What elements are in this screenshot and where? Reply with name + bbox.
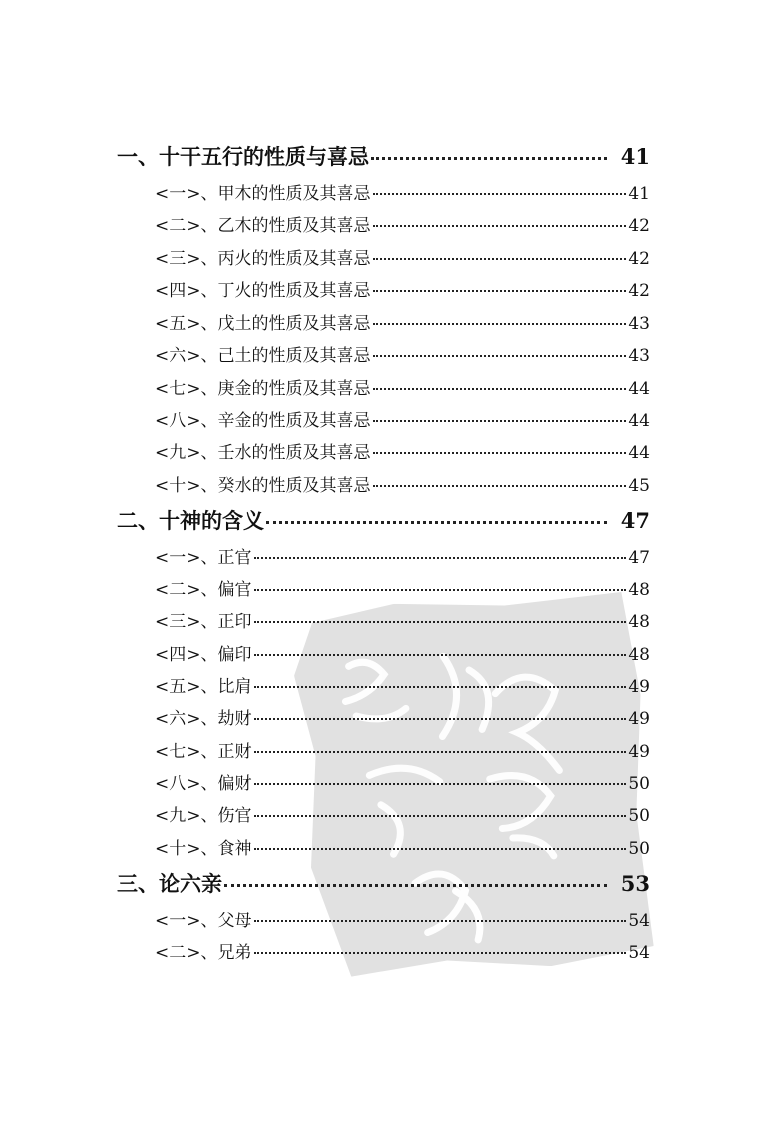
- toc-section-entry: [155, 374, 650, 399]
- toc-section-entry: [155, 341, 650, 366]
- toc-page-number: 41: [628, 184, 650, 204]
- toc-entry-title: <六>、己土的性质及其喜忌: [155, 346, 371, 366]
- dot-leader: [254, 686, 627, 688]
- toc-section-entry: [155, 179, 650, 204]
- dot-leader: [224, 884, 607, 887]
- toc-page-number: 44: [628, 443, 650, 463]
- toc-entry-title: <八>、偏财: [155, 774, 252, 794]
- toc-section-entry: [155, 575, 650, 600]
- dot-leader: [254, 920, 627, 922]
- dot-leader: [254, 718, 627, 720]
- toc-section-entry: [155, 769, 650, 794]
- toc-entry-title: <七>、正财: [155, 742, 252, 762]
- toc-page-number: 50: [628, 774, 650, 794]
- toc-page-number: 47: [620, 508, 650, 533]
- toc-page-number: 53: [620, 871, 650, 896]
- toc-entry-title: <四>、偏印: [155, 645, 252, 665]
- toc-page-number: 45: [628, 476, 650, 496]
- toc-entry-title: <九>、伤官: [155, 806, 252, 826]
- toc-section-entry: [155, 244, 650, 269]
- dot-leader: [373, 225, 627, 227]
- toc-section-entry: [155, 543, 650, 568]
- dot-leader: [373, 355, 627, 357]
- dot-leader: [371, 157, 607, 160]
- toc-section-entry: [155, 801, 650, 826]
- toc-entry-title: <一>、父母: [155, 911, 252, 931]
- toc-entry-title: <一>、正官: [155, 548, 252, 568]
- toc-entry-title: <四>、丁火的性质及其喜忌: [155, 281, 371, 301]
- toc-page-number: 44: [628, 379, 650, 399]
- toc-entry-title: <五>、比肩: [155, 677, 252, 697]
- toc-entry-title: <五>、戊土的性质及其喜忌: [155, 314, 371, 334]
- dot-leader: [254, 783, 627, 785]
- toc-page-number: 54: [628, 911, 650, 931]
- dot-leader: [254, 952, 627, 954]
- toc-entry-title: <十>、食神: [155, 839, 252, 859]
- toc-entry-title: <一>、甲木的性质及其喜忌: [155, 184, 371, 204]
- toc-page-number: 44: [628, 411, 650, 431]
- toc-entry-title: <二>、兄弟: [155, 943, 252, 963]
- toc-chapter-entry: [117, 141, 650, 167]
- dot-leader: [254, 557, 627, 559]
- toc-section-entry: [155, 438, 650, 463]
- toc-chapter-entry: [117, 868, 650, 894]
- toc-page-number: 42: [628, 249, 650, 269]
- dot-leader: [254, 751, 627, 753]
- dot-leader: [373, 420, 627, 422]
- toc-entry-title: <七>、庚金的性质及其喜忌: [155, 379, 371, 399]
- toc-section-entry: [155, 672, 650, 697]
- dot-leader: [373, 452, 627, 454]
- toc-page-number: 48: [628, 580, 650, 600]
- toc-entry-title: 一、十干五行的性质与喜忌: [117, 144, 369, 169]
- dot-leader: [266, 521, 607, 524]
- toc-section-entry: [155, 834, 650, 859]
- toc-page-number: 49: [628, 677, 650, 697]
- dot-leader: [373, 193, 627, 195]
- toc-page-number: 41: [620, 144, 650, 169]
- toc-entry-title: <二>、偏官: [155, 580, 252, 600]
- toc-page-number: 47: [628, 548, 650, 568]
- dot-leader: [373, 388, 627, 390]
- toc-section-entry: [155, 640, 650, 665]
- toc-entry-title: <九>、壬水的性质及其喜忌: [155, 443, 371, 463]
- toc-page-number: 50: [628, 806, 650, 826]
- dot-leader: [254, 621, 627, 623]
- toc-entry-title: <十>、癸水的性质及其喜忌: [155, 476, 371, 496]
- dot-leader: [373, 323, 627, 325]
- toc-section-entry: [155, 737, 650, 762]
- toc-page-number: 48: [628, 645, 650, 665]
- toc-section-entry: [155, 309, 650, 334]
- toc-entry-title: <三>、正印: [155, 612, 252, 632]
- toc-section-entry: [155, 276, 650, 301]
- toc-entry-title: <三>、丙火的性质及其喜忌: [155, 249, 371, 269]
- toc-page-number: 43: [628, 346, 650, 366]
- toc-section-entry: [155, 704, 650, 729]
- toc-entry-title: <八>、辛金的性质及其喜忌: [155, 411, 371, 431]
- toc-page-number: 50: [628, 839, 650, 859]
- dot-leader: [254, 815, 627, 817]
- toc-page-number: 42: [628, 281, 650, 301]
- toc-entry-title: 三、论六亲: [117, 871, 222, 896]
- dot-leader: [373, 485, 627, 487]
- toc-section-entry: [155, 906, 650, 931]
- toc-entry-title: <六>、劫财: [155, 709, 252, 729]
- toc-page-number: 49: [628, 742, 650, 762]
- dot-leader: [373, 258, 627, 260]
- dot-leader: [254, 654, 627, 656]
- dot-leader: [254, 848, 627, 850]
- toc-entry-title: 二、十神的含义: [117, 508, 264, 533]
- toc-section-entry: [155, 938, 650, 963]
- toc-section-entry: [155, 607, 650, 632]
- toc-page-number: 42: [628, 216, 650, 236]
- toc-page-number: 49: [628, 709, 650, 729]
- toc-section-entry: [155, 406, 650, 431]
- toc-section-entry: [155, 211, 650, 236]
- toc-chapter-entry: [117, 505, 650, 531]
- toc-entry-title: <二>、乙木的性质及其喜忌: [155, 216, 371, 236]
- toc-page-number: 48: [628, 612, 650, 632]
- dot-leader: [254, 589, 627, 591]
- toc-page-number: 43: [628, 314, 650, 334]
- dot-leader: [373, 290, 627, 292]
- toc-section-entry: [155, 471, 650, 496]
- toc-page-number: 54: [628, 943, 650, 963]
